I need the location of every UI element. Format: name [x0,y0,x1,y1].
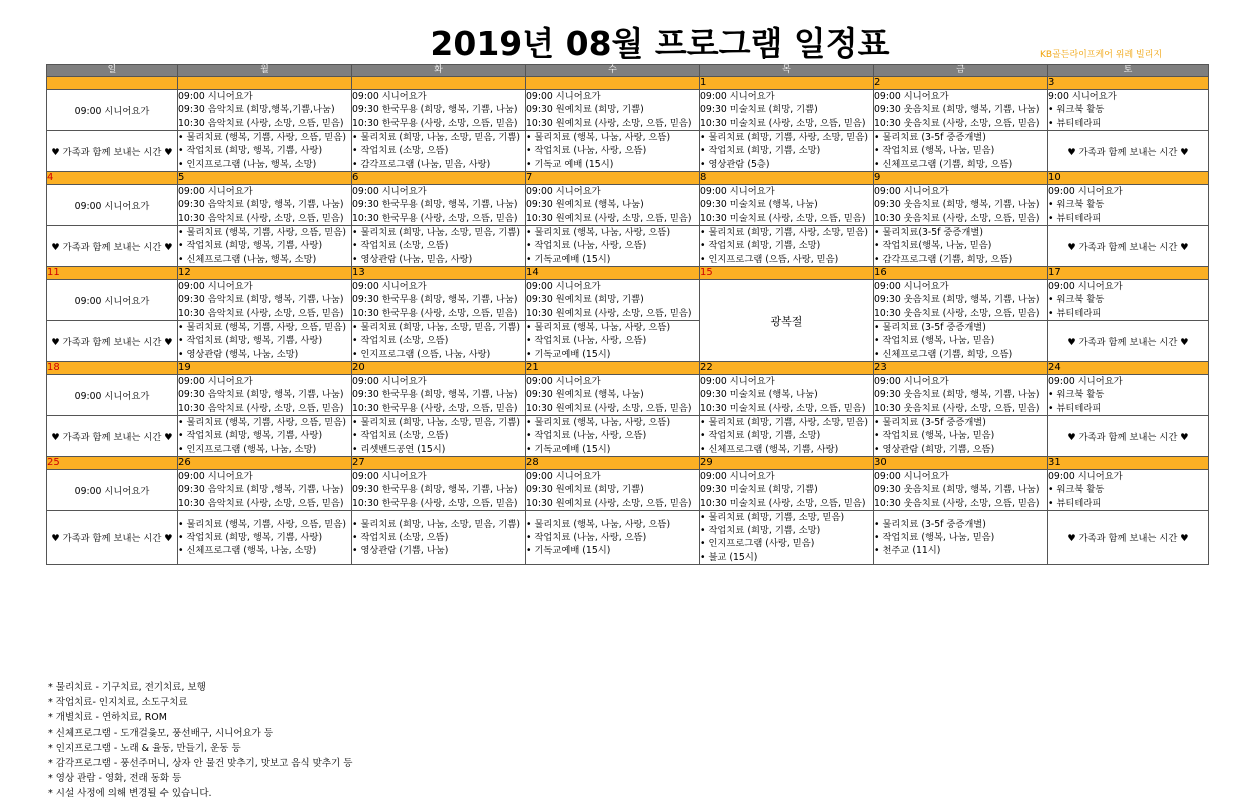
cell-line: • 물리치료 (행복, 나눔, 사랑, 으뜸) [526,132,671,144]
page-title: 2019년 08월 프로그램 일정표 [430,24,890,63]
date-cell: 17 [1048,267,1209,280]
cell-line: 10:30 원예치료 (사랑, 소망, 으뜸, 믿음) [526,307,692,319]
cell-line: • 물리치료 (행복, 기쁨, 사랑, 으뜸, 믿음) [178,132,347,144]
cell-line: • 작업치료 (소망, 으뜸) [352,531,449,543]
cell-line: 09:00 시니어요가 [352,91,427,103]
sunday-session: 09:00 시니어요가 [47,375,178,416]
cell-line: • 인지프로그램 (나눔, 행복, 소망) [178,158,317,170]
cell-line: • 물리치료 (희망, 기쁨, 소망, 믿음) [700,512,845,523]
cell-line: 09:00 시니어요가 [700,186,775,198]
session-cell [874,470,1048,511]
sunday-family: ♥ 가족과 함께 보내는 시간 ♥ [47,416,178,457]
cell-line: 09:00 시니어요가 [874,376,949,388]
day-header: 일 [47,65,178,77]
session-cell [1048,375,1209,416]
cell-line: 10:30 미술치료 (사랑, 소망, 으뜸, 믿음) [700,212,866,224]
session-cell [178,375,352,416]
cell-line: • 작업치료(행복, 나눔, 믿음) [874,240,992,252]
note-item: * 인지프로그램 - 노래 & 율동, 만들기, 운동 등 [48,742,241,754]
session-row [47,90,1209,131]
notes-list [48,680,352,802]
note-item: * 감각프로그램 - 풍선주머니, 상자 안 물건 맞추기, 맛보고 음식 맞추기 등 [48,758,353,770]
cell-line: • 물리치료 (희망, 기쁨, 사랑, 소망, 믿음) [700,132,869,144]
cell-line: 09:30 한국무용 (희망, 행복, 기쁨, 나눔) [352,484,518,496]
cell-line: 10:30 한국무용 (사랑, 소망, 으뜸, 믿음) [352,497,518,509]
cell-line: • 물리치료(3-5f 중증개별) [874,227,983,239]
activity-cell [352,511,526,565]
cell-line: • 물리치료 (희망, 나눔, 소망, 믿음, 기쁨) [352,518,521,530]
session-cell [1048,90,1209,131]
cell-line: 09:30 웃음치료 (희망, 행복, 기쁨, 나눔) [874,294,1040,306]
cell-line: 10:30 원예치료 (사랑, 소망, 으뜸, 믿음) [526,117,692,129]
cell-line: 10:30 한국무용 (사랑, 소망, 으뜸, 믿음) [352,212,518,224]
activity-cell [874,511,1048,565]
cell-line: 09:30 음악치료 (희망 ,행복, 기쁨, 나눔) [178,484,344,496]
cell-line: 09:00 시니어요가 [874,471,949,483]
cell-line: • 뷰티테라피 [1048,497,1102,509]
sunday-session: 09:00 시니어요가 [47,90,178,131]
sunday-session: 09:00 시니어요가 [47,280,178,321]
cell-line: • 물리치료 (행복, 기쁨, 사랑, 으뜸, 믿음) [178,322,347,334]
activity-cell [526,131,700,172]
session-cell [526,470,700,511]
cell-line: • 기독교예배 (15시) [526,348,611,360]
cell-line: 09:00 시니어요가 [178,281,253,293]
calendar-table [46,64,1209,565]
sunday-family: ♥ 가족과 함께 보내는 시간 ♥ [47,226,178,267]
cell-line: 09:00 시니어요가 [700,91,775,103]
session-row [47,470,1209,511]
activity-cell [352,416,526,457]
cell-line: 10:30 원예치료 (사랑, 소망, 으뜸, 믿음) [526,497,692,509]
session-cell [1048,280,1209,321]
date-cell: 15 [700,267,874,280]
cell-line: • 물리치료 (희망, 기쁨, 사랑, 소망, 믿음) [700,417,869,429]
session-cell [874,185,1048,226]
cell-line: • 작업치료 (희망, 기쁨, 소망) [700,525,821,537]
date-cell: 24 [1048,362,1209,375]
activity-cell [178,321,352,362]
date-cell: 20 [352,362,526,375]
activity-cell [874,416,1048,457]
saturday-family: ♥ 가족과 함께 보내는 시간 ♥ [1048,416,1209,457]
date-cell: 2 [874,77,1048,90]
session-cell [526,90,700,131]
cell-line: 10:30 음악치료 (사랑, 소망, 으뜸, 믿음) [178,307,344,319]
activity-cell [700,511,874,565]
cell-line: • 작업치료 (소망, 으뜸) [352,240,449,252]
cell-line: 09:30 음악치료 (희망, 행복, 기쁨, 나눔) [178,294,344,306]
date-cell: 14 [526,267,700,280]
cell-line: • 작업치료 (나눔, 사랑, 으뜸) [526,240,647,252]
cell-line: 09:00 시니어요가 [874,186,949,198]
cell-line: • 워크북 활동 [1048,199,1105,211]
cell-line: • 기독교예배 (15시) [526,443,611,455]
cell-line: • 작업치료 (나눔, 사랑, 으뜸) [526,531,647,543]
cell-line: • 물리치료 (희망, 나눔, 소망, 믿음, 기쁨) [352,132,521,144]
session-cell [874,280,1048,321]
cell-line: 09:00 시니어요가 [526,471,601,483]
cell-line: 09:30 미술치료 (희망, 기쁨) [700,484,818,496]
cell-line: 09:30 원예치료 (희망, 기쁨) [526,484,644,496]
cell-line: • 작업치료 (희망, 기쁨, 소망) [700,240,821,252]
date-cell: 11 [47,267,178,280]
saturday-family: ♥ 가족과 함께 보내는 시간 ♥ [1048,226,1209,267]
cell-line: • 인지프로그램 (으뜸, 사랑, 믿음) [700,253,839,265]
cell-line: • 신체프로그램 (행복, 기쁨, 사랑) [700,443,839,455]
cell-line: 09:00 시니어요가 [1048,186,1123,198]
cell-line: 10:30 웃음치료 (사랑, 소망, 으뜸, 믿음) [874,402,1040,414]
activity-cell [178,226,352,267]
cell-line: • 작업치료 (나눔, 사랑, 으뜸) [526,430,647,442]
cell-line: 10:30 음악치료 (사랑, 소망, 으뜸, 믿음) [178,117,344,129]
sunday-family: ♥ 가족과 함께 보내는 시간 ♥ [47,131,178,172]
activity-row [47,226,1209,267]
cell-line: • 작업치료 (희망, 행복, 기쁨, 사랑) [178,531,323,543]
sunday-session: 09:00 시니어요가 [47,185,178,226]
cell-line: 10:30 한국무용 (사랑, 소망, 으뜸, 믿음) [352,402,518,414]
cell-line: 09:00 시니어요가 [526,281,601,293]
cell-line: • 기독교예배 (15시) [526,545,611,556]
activity-row [47,131,1209,172]
activity-cell [700,131,874,172]
session-row [47,375,1209,416]
activity-cell [178,511,352,565]
session-cell [178,280,352,321]
date-row [47,77,1209,90]
date-cell: 30 [874,457,1048,470]
cell-line: • 물리치료 (행복, 기쁨, 사랑, 으뜸, 믿음) [178,518,347,530]
cell-line: 09:00 시니어요가 [1048,281,1123,293]
cell-line: 09:00 시니어요가 [352,376,427,388]
cell-line: • 영상관람 (5층) [700,158,770,170]
cell-line: 09:00 시니어요가 [178,186,253,198]
cell-line: • 워크북 활동 [1048,104,1105,116]
cell-line: 09:30 원예치료 (행복, 나눔) [526,389,644,401]
cell-line: 09:00 시니어요가 [178,471,253,483]
day-header: 화 [352,65,526,77]
cell-line: 09:00 시니어요가 [526,91,601,103]
date-cell: 4 [47,172,178,185]
date-cell: 28 [526,457,700,470]
cell-line: • 물리치료 (행복, 나눔, 사랑, 으뜸) [526,518,671,530]
cell-line: 09:00 시니어요가 [526,186,601,198]
date-cell: 8 [700,172,874,185]
day-header: 월 [178,65,352,77]
cell-line: • 인지프로그램 (으뜸, 나눔, 사랑) [352,348,491,360]
date-cell: 12 [178,267,352,280]
activity-cell [874,321,1048,362]
cell-line: • 영상관람 (기쁨, 나눔) [352,545,449,556]
cell-line: • 작업치료 (행복, 나눔, 믿음) [874,335,995,347]
date-cell: 21 [526,362,700,375]
cell-line: • 작업치료 (희망, 행복, 기쁨, 사랑) [178,145,323,157]
date-cell: 23 [874,362,1048,375]
session-cell [178,90,352,131]
session-cell [700,185,874,226]
cell-line: • 물리치료 (행복, 나눔, 사랑, 으뜸) [526,417,671,429]
date-cell: 18 [47,362,178,375]
cell-line: • 기독교 예배 (15시) [526,158,614,170]
activity-cell [874,131,1048,172]
cell-line: • 신체프로그램 (행복, 나눔, 소망) [178,545,317,556]
cell-line: • 작업치료 (나눔, 사랑, 으뜸) [526,145,647,157]
note-item: * 영상 관람 - 영화, 전래 동화 등 [48,773,182,785]
cell-line: • 워크북 활동 [1048,389,1105,401]
cell-line: 09:00 시니어요가 [352,281,427,293]
cell-line: 10:30 웃음치료 (사랑, 소망, 으뜸, 믿음) [874,497,1040,509]
cell-line: 09:30 원예치료 (행복, 나눔) [526,199,644,211]
cell-line: 09:30 웃음치료 (희망, 행복, 기쁨, 나눔) [874,104,1040,116]
date-row [47,362,1209,375]
cell-line: • 영상관람 (희망, 기쁨, 으뜸) [874,443,995,455]
cell-line: 09:30 한국무용 (희망, 행복, 기쁨, 나눔) [352,389,518,401]
cell-line: 09:30 음악치료 (희망, 행복, 기쁨, 나눔) [178,389,344,401]
date-cell: 3 [1048,77,1209,90]
date-row [47,457,1209,470]
date-cell [526,77,700,90]
activity-cell [526,511,700,565]
cell-line: • 물리치료 (행복, 기쁨, 사랑, 으뜸, 믿음) [178,227,347,239]
cell-line: • 물리치료 (3-5f 중증개별) [874,417,986,429]
date-cell: 9 [874,172,1048,185]
cell-line: • 워크북 활동 [1048,294,1105,306]
date-cell: 25 [47,457,178,470]
cell-line: 09:00 시니어요가 [526,376,601,388]
saturday-family: ♥ 가족과 함께 보내는 시간 ♥ [1048,511,1209,565]
cell-line: • 작업치료 (희망, 행복, 기쁨, 사랑) [178,430,323,442]
cell-line: 09:30 한국무용 (희망, 행복, 기쁨, 나눔) [352,199,518,211]
sunday-family: ♥ 가족과 함께 보내는 시간 ♥ [47,511,178,565]
date-cell: 5 [178,172,352,185]
session-cell [700,90,874,131]
date-cell: 13 [352,267,526,280]
cell-line: • 작업치료 (소망, 으뜸) [352,335,449,347]
note-item: * 시설 사정에 의해 변경될 수 있습니다. [48,788,212,800]
cell-line: 10:30 음악치료 (사랑, 소망, 으뜸, 믿음) [178,497,344,509]
activity-cell [352,131,526,172]
day-header: 목 [700,65,874,77]
cell-line: 10:30 한국무용 (사랑, 소망, 으뜸, 믿음) [352,307,518,319]
cell-line: 09:30 한국무용 (희망, 행복, 기쁨, 나눔) [352,294,518,306]
cell-line: • 작업치료 (희망, 기쁨, 소망) [700,430,821,442]
activity-cell [700,416,874,457]
cell-line: 10:30 미술치료 (사랑, 소망, 으뜸, 믿음) [700,497,866,509]
cell-line: 09:30 웃음치료 (희망, 행복, 기쁨, 나눔) [874,199,1040,211]
sunday-session: 09:00 시니어요가 [47,470,178,511]
cell-line: 09:30 미술치료 (행복, 나눔) [700,389,818,401]
sunday-family: ♥ 가족과 함께 보내는 시간 ♥ [47,321,178,362]
session-cell [178,185,352,226]
session-cell [874,90,1048,131]
session-cell [178,470,352,511]
note-item: * 개별치료 - 연하치료, ROM [48,712,167,724]
date-cell: 31 [1048,457,1209,470]
cell-line: • 불교 (15시) [700,551,758,563]
cell-line: • 인지프로그램 (사랑, 믿음) [700,538,815,550]
date-cell: 10 [1048,172,1209,185]
cell-line: • 감각프로그램 (나눔, 믿음, 사랑) [352,158,491,170]
activity-row [47,321,1209,362]
activity-row [47,511,1209,565]
session-cell [874,375,1048,416]
cell-line: 09:30 웃음치료 (희망, 행복, 기쁨, 나눔) [874,484,1040,496]
date-cell: 7 [526,172,700,185]
cell-line: 10:30 한국무용 (사랑, 소망, 으뜸, 믿음) [352,117,518,129]
cell-line: 09:00 시니어요가 [1048,471,1123,483]
cell-line: • 물리치료 (희망, 나눔, 소망, 믿음, 기쁨) [352,322,521,334]
activity-cell [178,416,352,457]
holiday-cell: 광복절 [700,280,874,362]
cell-line: • 물리치료 (희망, 나눔, 소망, 믿음, 기쁨) [352,227,521,239]
cell-line: • 작업치료 (소망, 으뜸) [352,145,449,157]
day-header-row [47,65,1209,77]
cell-line: 10:30 웃음치료 (사랑, 소망, 으뜸, 믿음) [874,307,1040,319]
note-item: * 작업치료- 인지치료, 소도구치료 [48,697,188,709]
cell-line: • 물리치료 (3-5f 중증개별) [874,322,986,334]
cell-line: • 작업치료 (소망, 으뜸) [352,430,449,442]
session-cell [352,375,526,416]
cell-line: 09:30 음악치료 (희망, 행복, 기쁨, 나눔) [178,199,344,211]
cell-line: • 물리치료 (희망, 나눔, 소망, 믿음, 기쁨) [352,417,521,429]
cell-line: • 워크북 활동 [1048,484,1105,496]
cell-line: 10:30 원예치료 (사랑, 소망, 으뜸, 믿음) [526,212,692,224]
session-cell [352,280,526,321]
activity-cell [526,321,700,362]
activity-cell [352,226,526,267]
date-row [47,267,1209,280]
cell-line: • 천주교 (11시) [874,545,941,556]
cell-line: • 물리치료 (3-5f 중증개별) [874,132,986,144]
note-item: * 신체프로그램 - 도개걸윷모, 풍선배구, 시니어요가 등 [48,727,274,739]
cell-line: • 인지프로그램 (행복, 나눔, 소망) [178,443,317,455]
cell-line: • 작업치료 (희망, 기쁨, 소망) [700,145,821,157]
cell-line: • 신체프로그램 (나눔, 행복, 소망) [178,253,317,265]
activity-cell [178,131,352,172]
cell-line: • 물리치료 (희망, 기쁨, 사랑, 소망, 믿음) [700,227,869,239]
cell-line: • 작업치료 (행복, 나눔, 믿음) [874,531,995,543]
cell-line: • 영상관람 (나눔, 믿음, 사랑) [352,253,473,265]
date-cell [47,77,178,90]
cell-line: • 기독교예배 (15시) [526,253,611,265]
activity-cell [874,226,1048,267]
cell-line: 09:30 음악치료 (희망,행복,기쁨,나눔) [178,104,335,116]
cell-line: 10:30 미술치료 (사랑, 소망, 으뜸, 믿음) [700,117,866,129]
cell-line: • 뷰티테라피 [1048,212,1102,224]
cell-line: 09:00 시니어요가 [874,91,949,103]
date-cell: 29 [700,457,874,470]
cell-line: • 신체프로그램 (기쁨, 희망, 으뜸) [874,158,1013,170]
day-header: 토 [1048,65,1209,77]
cell-line: • 뷰티테라피 [1048,307,1102,319]
session-cell [352,470,526,511]
cell-line: 09:30 미술치료 (희망, 기쁨) [700,104,818,116]
cell-line: • 영상관람 (행복, 나눔, 소망) [178,348,299,360]
cell-line: • 뷰티테라피 [1048,117,1102,129]
cell-line: 09:00 시니어요가 [178,91,253,103]
cell-line: • 리셋밴드공연 (15시) [352,443,446,455]
session-cell [352,90,526,131]
cell-line: • 작업치료 (행복, 나눔, 믿음) [874,430,995,442]
cell-line: • 작업치료 (나눔, 사랑, 으뜸) [526,335,647,347]
date-row [47,172,1209,185]
session-row [47,280,1209,321]
cell-line: 09:30 한국무용 (희망, 행복, 기쁨, 나눔) [352,104,518,116]
session-cell [1048,185,1209,226]
activity-cell [352,321,526,362]
saturday-family: ♥ 가족과 함께 보내는 시간 ♥ [1048,131,1209,172]
session-cell [526,375,700,416]
cell-line: • 물리치료 (행복, 나눔, 사랑, 으뜸) [526,322,671,334]
brand-label: KB골든라이프케어 위례 빌리지 [1040,50,1163,60]
cell-line: 10:30 음악치료 (사랑, 소망, 으뜸, 믿음) [178,212,344,224]
cell-line: 09:30 미술치료 (행복, 나눔) [700,199,818,211]
cell-line: • 물리치료 (3-5f 중증개별) [874,518,986,530]
date-cell: 27 [352,457,526,470]
session-cell [526,185,700,226]
cell-line: 09:00 시니어요가 [700,376,775,388]
date-cell: 22 [700,362,874,375]
cell-line: • 작업치료 (행복, 나눔, 믿음) [874,145,995,157]
cell-line: • 뷰티테라피 [1048,402,1102,414]
date-cell [352,77,526,90]
cell-line: 09:00 시니어요가 [700,471,775,483]
date-cell: 6 [352,172,526,185]
cell-line: 09:30 웃음치료 (희망, 행복, 기쁨, 나눔) [874,389,1040,401]
session-cell [526,280,700,321]
activity-cell [526,226,700,267]
cell-line: • 물리치료 (행복, 기쁨, 사랑, 으뜸, 믿음) [178,417,347,429]
cell-line: 10:30 미술치료 (사랑, 소망, 으뜸, 믿음) [700,402,866,414]
activity-cell [700,226,874,267]
session-cell [1048,470,1209,511]
date-cell: 19 [178,362,352,375]
cell-line: 09:00 시니어요가 [874,281,949,293]
date-cell: 16 [874,267,1048,280]
cell-line: • 물리치료 (행복, 나눔, 사랑, 으뜸) [526,227,671,239]
session-cell [700,470,874,511]
saturday-family: ♥ 가족과 함께 보내는 시간 ♥ [1048,321,1209,362]
day-header: 금 [874,65,1048,77]
cell-line: 9:00 시니어요가 [1048,91,1117,103]
cell-line: • 작업치료 (희망, 행복, 기쁨, 사랑) [178,335,323,347]
note-item: * 물리치료 - 기구치료, 전기치료, 보행 [48,682,206,693]
cell-line: 09:00 시니어요가 [352,186,427,198]
cell-line: • 신체프로그램 (기쁨, 희망, 으뜸) [874,348,1013,360]
cell-line: 09:00 시니어요가 [1048,376,1123,388]
cell-line: • 작업치료 (희망, 행복, 기쁨, 사랑) [178,240,323,252]
date-cell: 1 [700,77,874,90]
session-row [47,185,1209,226]
cell-line: 10:30 음악치료 (사랑, 소망, 으뜸, 믿음) [178,402,344,414]
cell-line: 10:30 웃음치료 (사랑, 소망, 으뜸, 믿음) [874,117,1040,129]
cell-line: 09:30 원예치료 (희망, 기쁨) [526,104,644,116]
activity-cell [526,416,700,457]
day-header: 수 [526,65,700,77]
cell-line: • 감각프로그램 (기쁨, 희망, 으뜸) [874,253,1013,265]
session-cell [352,185,526,226]
cell-line: 09:30 원예치료 (희망, 기쁨) [526,294,644,306]
date-cell [178,77,352,90]
session-cell [700,375,874,416]
cell-line: 09:00 시니어요가 [352,471,427,483]
activity-row [47,416,1209,457]
cell-line: 09:00 시니어요가 [178,376,253,388]
cell-line: 10:30 웃음치료 (사랑, 소망, 으뜸, 믿음) [874,212,1040,224]
cell-line: 10:30 원예치료 (사랑, 소망, 으뜸, 믿음) [526,402,692,414]
date-cell: 26 [178,457,352,470]
